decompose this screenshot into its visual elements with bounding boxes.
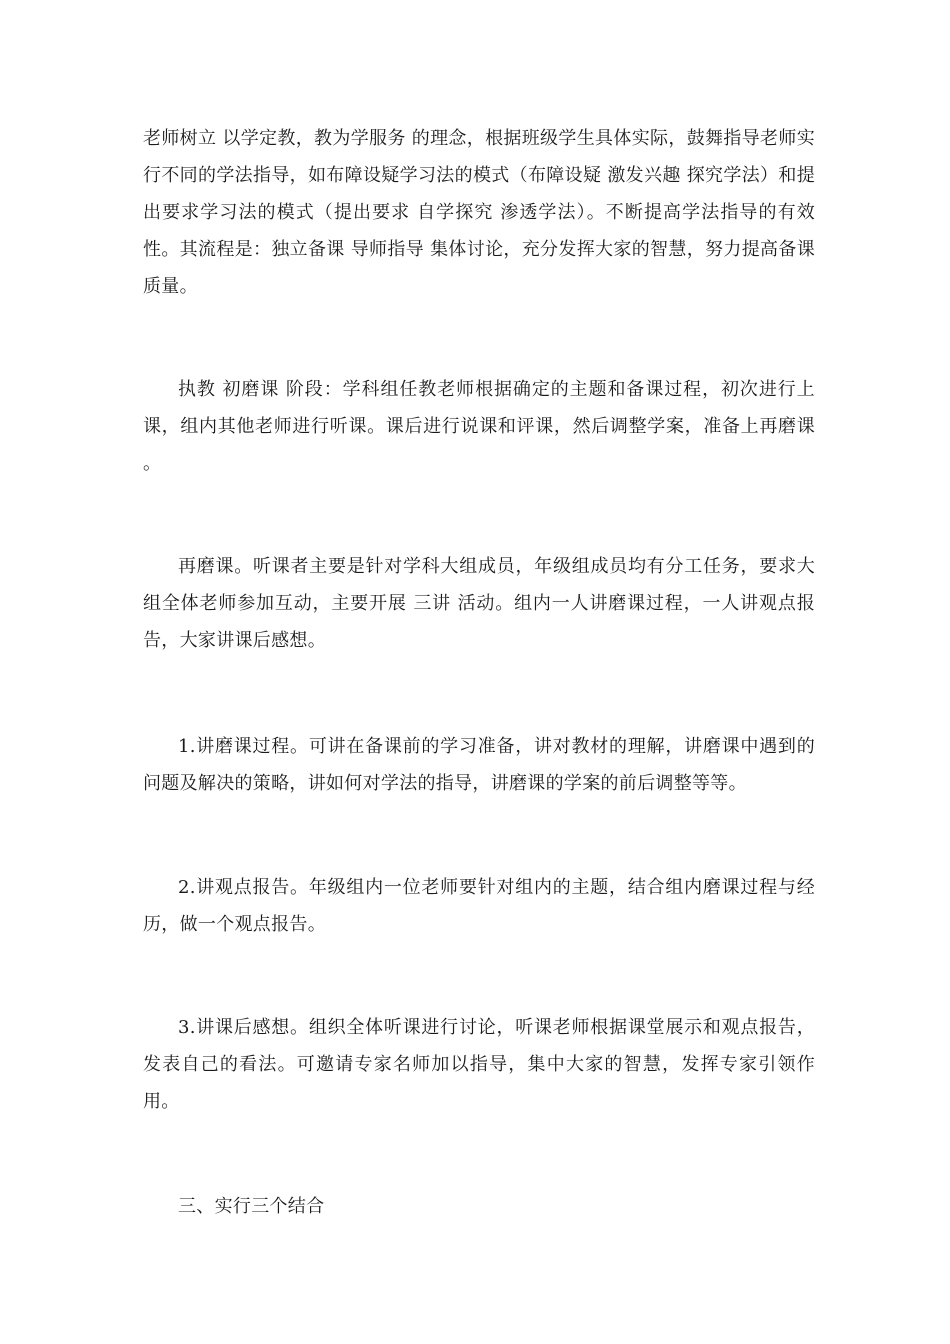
paragraph-item-1: 1.讲磨课过程。可讲在备课前的学习准备，讲对教材的理解，讲磨课中遇到的问题及解决的策略，讲如何对学法的指导，讲磨课的学案的前后调整等等。 (143, 736, 815, 794)
paragraph-first-lesson: 执教 初磨课 阶段：学科组任教老师根据确定的主题和备课过程，初次进行上课，组内其他老师进行听课。课后进行说课和评课，然后调整学案，准备上再磨课 。 (143, 379, 815, 474)
section-heading: 三、实行三个结合 (178, 1196, 325, 1217)
paragraph-item-2: 2.讲观点报告。年级组内一位老师要针对组内的主题，结合组内磨课过程与经历，做一个观点报告。 (143, 877, 815, 935)
paragraph-continuation: 老师树立 以学定教，教为学服务 的理念，根据班级学生具体实际，鼓舞指导老师实行不同的学法指导，如布障设疑学习法的模式（布障设疑 激发兴趣 探究学法）和提出要求学习法的模式（提出要求 自学探究 渗透学法）。不断提高学法指导的有效性。其流程是：独立备课 导师指导 集体讨论，充分发挥大家的智慧，努力提高备课质量。 (143, 128, 815, 297)
paragraph-item-3: 3.讲课后感想。组织全体听课进行讨论，听课老师根据课堂展示和观点报告，发表自己的看法。可邀请专家名师加以指导，集中大家的智慧，发挥专家引领作用。 (143, 1017, 815, 1112)
paragraph-second-lesson: 再磨课。听课者主要是针对学科大组成员，年级组成员均有分工任务，要求大组全体老师参加互动，主要开展 三讲 活动。组内一人讲磨课过程，一人讲观点报告，大家讲课后感想。 (143, 556, 815, 651)
